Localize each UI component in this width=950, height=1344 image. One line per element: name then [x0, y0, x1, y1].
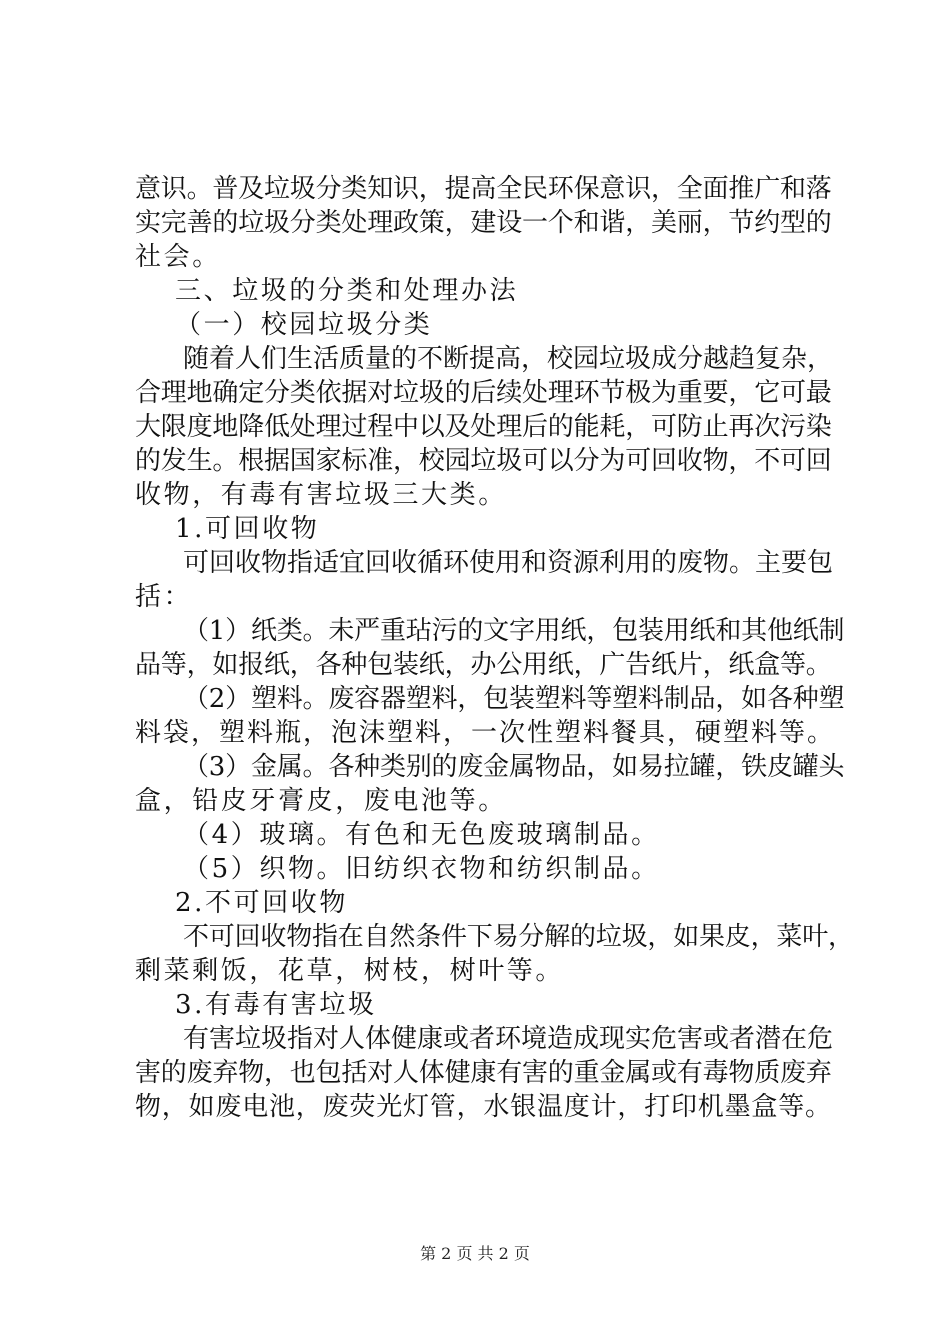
text-line: 剩菜剩饭，花草，树枝，树叶等。	[135, 956, 565, 986]
text-line: （2）塑料。废容器塑料，包装塑料等塑料制品，如各种塑	[183, 684, 845, 714]
text-line: 有害垃圾指对人体健康或者环境造成现实危害或者潜在危	[183, 1024, 834, 1054]
text-line: 意识。普及垃圾分类知识，提高全民环保意识，全面推广和落	[135, 174, 832, 204]
page-number-footer: 第 2 页 共 2 页	[420, 1244, 530, 1263]
text-line: 合理地确定分类依据对垃圾的后续处理环节极为重要，它可最	[135, 378, 832, 408]
text-line: 3.有毒有害垃圾	[175, 990, 377, 1020]
text-line: 盒，铅皮牙膏皮，废电池等。	[135, 786, 507, 816]
text-line: 料袋，塑料瓶，泡沫塑料，一次性塑料餐具，硬塑料等。	[135, 718, 836, 748]
text-line: 可回收物指适宜回收循环使用和资源利用的废物。主要包	[183, 548, 834, 578]
document-body	[135, 172, 854, 1124]
text-line: 括：	[135, 582, 193, 612]
text-line: 2.不可回收物	[175, 888, 349, 918]
text-line: （4）玻璃。有色和无色废玻璃制品。	[183, 820, 660, 850]
text-line: 1.可回收物	[175, 514, 320, 544]
text-line: （一）校园垃圾分类	[175, 310, 433, 340]
text-line: 随着人们生活质量的不断提高，校园垃圾成分越趋复杂，	[183, 344, 834, 374]
text-line: 品等，如报纸，各种包装纸，办公用纸，广告纸片，纸盒等。	[135, 650, 832, 680]
text-line: （5）织物。旧纺织衣物和纺织制品。	[183, 854, 660, 884]
text-line: 的发生。根据国家标准，校园垃圾可以分为可回收物，不可回	[135, 446, 832, 476]
text-line: 实完善的垃圾分类处理政策，建设一个和谐，美丽，节约型的	[135, 208, 832, 238]
text-line: （3）金属。各种类别的废金属物品，如易拉罐，铁皮罐头	[183, 752, 845, 782]
text-line: 收物，有毒有害垃圾三大类。	[135, 480, 507, 510]
text-line: 不可回收物指在自然条件下易分解的垃圾，如果皮，菜叶，	[183, 922, 854, 952]
text-line: （1）纸类。未严重玷污的文字用纸，包装用纸和其他纸制	[183, 616, 845, 646]
text-line: 害的废弃物，也包括对人体健康有害的重金属或有毒物质废弃	[135, 1058, 832, 1088]
text-line: 物，如废电池，废荧光灯管，水银温度计，打印机墨盒等。	[135, 1092, 832, 1122]
text-line: 大限度地降低处理过程中以及处理后的能耗，可防止再次污染	[135, 412, 832, 442]
text-line: 社会。	[135, 242, 221, 272]
text-line: 三、垃圾的分类和处理办法	[175, 276, 519, 306]
